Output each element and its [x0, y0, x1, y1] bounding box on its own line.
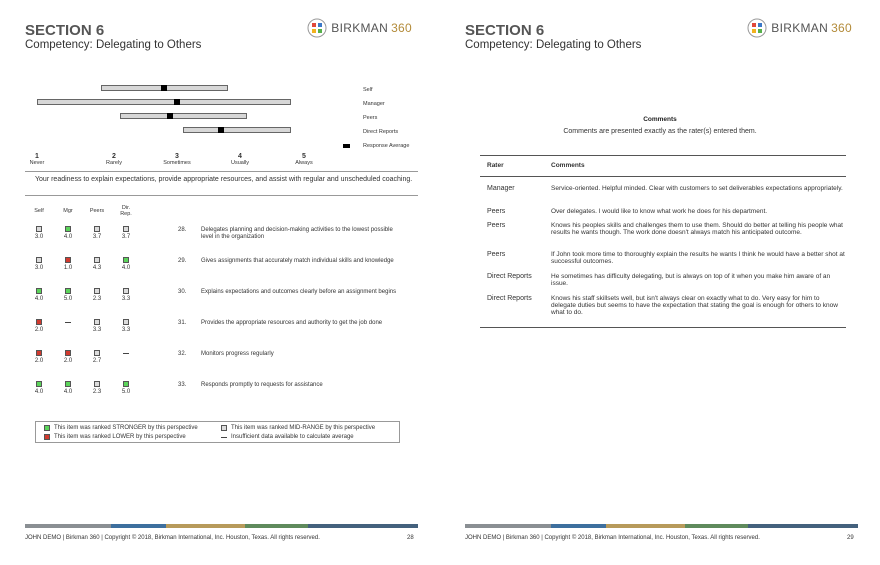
- chart-row-label: Peers: [363, 115, 378, 121]
- score-value: 4.0: [34, 389, 44, 395]
- midrange-square: [123, 319, 129, 325]
- lower-square: [65, 257, 71, 263]
- legend-lower: This item was ranked LOWER by this perspective: [44, 434, 186, 440]
- score-value: 1.0: [63, 265, 73, 271]
- comment-rater: Peers: [487, 251, 506, 258]
- midrange-square: [94, 257, 100, 263]
- item-statement: Provides the appropriate resources and authority to get the job done: [201, 320, 383, 326]
- midrange-square: [94, 350, 100, 356]
- col-header-peers: Peers: [89, 208, 105, 214]
- scale-tick: 2 Rarely: [106, 153, 122, 166]
- comments-title: Comments: [643, 116, 677, 123]
- table-header-comments: Comments: [551, 162, 585, 169]
- logo-wordmark: BIRKMAN 360: [331, 21, 412, 35]
- red-square-icon: [44, 434, 50, 440]
- score-value: 3.7: [121, 234, 131, 240]
- score-value: 5.0: [121, 389, 131, 395]
- page-number: 28: [407, 535, 414, 541]
- score-value: 3.3: [92, 327, 102, 333]
- score-value: 2.0: [34, 327, 44, 333]
- stronger-square: [123, 257, 129, 263]
- comment-text: He sometimes has difficulty delegating, but is always on top of it when you make him aware of an issue.: [551, 273, 831, 287]
- score-value: 4.0: [63, 389, 73, 395]
- comment-rater: Manager: [487, 185, 515, 192]
- insufficient-data-dash: [123, 353, 129, 354]
- stronger-square: [65, 381, 71, 387]
- gray-square-icon: [221, 425, 227, 431]
- legend-stronger: This item was ranked STRONGER by this perspective: [44, 425, 198, 431]
- item-number: 32.: [178, 351, 187, 357]
- score-value: 4.0: [34, 296, 44, 302]
- score-value: 4.0: [63, 234, 73, 240]
- stronger-square: [36, 288, 42, 294]
- report-page-29: [440, 0, 880, 565]
- score-value: 2.0: [34, 358, 44, 364]
- comment-text: If John took more time to thoroughly explain the results he wants I think he would have a better shot at successful outcomes.: [551, 251, 845, 265]
- item-number: 29.: [178, 258, 187, 264]
- lower-square: [36, 350, 42, 356]
- midrange-square: [94, 319, 100, 325]
- divider: [25, 171, 418, 172]
- midrange-square: [36, 226, 42, 232]
- table-bottom-rule: [480, 327, 846, 328]
- score-value: 3.3: [121, 327, 131, 333]
- comment-rater: Direct Reports: [487, 273, 532, 280]
- table-header-rater: Rater: [487, 162, 504, 169]
- chart-row-label: Self: [363, 87, 373, 93]
- response-average-marker: [343, 144, 350, 148]
- birkman-logo: [747, 18, 852, 38]
- comment-text: Over delegates. I would like to know what work he does for his department.: [551, 208, 768, 215]
- legend-insufficient: Insufficient data available to calculate average: [221, 434, 354, 440]
- range-bar: [183, 127, 291, 133]
- score-value: 5.0: [63, 296, 73, 302]
- midrange-square: [94, 288, 100, 294]
- average-marker: [174, 99, 180, 105]
- section-heading: SECTION 6: [465, 22, 545, 39]
- score-value: 2.0: [63, 358, 73, 364]
- item-number: 30.: [178, 289, 187, 295]
- average-marker: [161, 85, 167, 91]
- lower-square: [36, 319, 42, 325]
- scale-tick: 1 Never: [29, 153, 45, 166]
- section-heading: SECTION 6: [25, 22, 105, 39]
- item-number: 31.: [178, 320, 187, 326]
- item-statement: Delegates planning and decision-making activities to the lowest possible level in the organization: [201, 227, 393, 240]
- score-value: 4.3: [92, 265, 102, 271]
- chart-row-label: Manager: [363, 101, 385, 107]
- scale-tick: 3 Sometimes: [163, 153, 191, 166]
- item-statement: Responds promptly to requests for assistance: [201, 382, 323, 388]
- comment-rater: Peers: [487, 208, 506, 215]
- footer-copyright: JOHN DEMO | Birkman 360 | Copyright © 2018, Birkman International, Inc. Houston, Texas. All rights reserved.: [25, 535, 320, 541]
- item-statement: Explains expectations and outcomes clearly before an assignment begins: [201, 289, 397, 295]
- midrange-square: [94, 381, 100, 387]
- score-value: 4.0: [121, 265, 131, 271]
- score-value: 3.7: [92, 234, 102, 240]
- footer-color-bar: [465, 524, 858, 528]
- footer-copyright: JOHN DEMO | Birkman 360 | Copyright © 2018, Birkman International, Inc. Houston, Texas. All rights reserved.: [465, 535, 760, 541]
- competency-subtitle: Competency: Delegating to Others: [25, 39, 202, 51]
- page-number: 29: [847, 535, 854, 541]
- insufficient-data-dash: [65, 322, 71, 323]
- score-value: 3.0: [34, 265, 44, 271]
- response-average-label: Response Average: [363, 143, 410, 149]
- table-top-rule: [480, 155, 846, 156]
- table-header-rule: [480, 176, 846, 177]
- competency-description: Your readiness to explain expectations, provide appropriate resources, and assist with regular and unscheduled coaching.: [35, 176, 413, 183]
- legend-mid: This item was ranked MID-RANGE by this perspective: [221, 425, 375, 431]
- score-value: 2.7: [92, 358, 102, 364]
- stronger-square: [65, 288, 71, 294]
- midrange-square: [94, 226, 100, 232]
- comment-text: Knows his staff skillsets well, but isn't always clear on exactly what to do. Very easy for him to delegate duties but seems to have the expectation that stating the goal is enough for others to know what to do.: [551, 295, 838, 316]
- score-value: 2.3: [92, 296, 102, 302]
- range-bar: [120, 113, 247, 119]
- col-header-self: Self: [34, 208, 44, 214]
- footer-color-bar: [25, 524, 418, 528]
- average-marker: [167, 113, 173, 119]
- item-number: 33.: [178, 382, 187, 388]
- midrange-square: [123, 226, 129, 232]
- item-statement: Monitors progress regularly: [201, 351, 274, 357]
- comment-rater: Peers: [487, 222, 506, 229]
- comment-rater: Direct Reports: [487, 295, 532, 302]
- green-square-icon: [44, 425, 50, 431]
- birkman-logo: [307, 18, 412, 38]
- midrange-square: [36, 257, 42, 263]
- average-marker: [218, 127, 224, 133]
- lower-square: [65, 350, 71, 356]
- birkman-logo-icon: [307, 18, 327, 38]
- score-value: 2.3: [92, 389, 102, 395]
- stronger-square: [65, 226, 71, 232]
- item-statement: Gives assignments that accurately match individual skills and knowledge: [201, 258, 394, 264]
- score-value: 3.0: [34, 234, 44, 240]
- midrange-square: [123, 288, 129, 294]
- stronger-square: [36, 381, 42, 387]
- scale-tick: 4 Usually: [230, 153, 250, 166]
- birkman-logo-icon: [747, 18, 767, 38]
- legend-box: [35, 421, 400, 443]
- competency-subtitle: Competency: Delegating to Others: [465, 39, 642, 51]
- col-header-manager: Mgr: [63, 208, 73, 214]
- divider: [25, 195, 418, 196]
- score-value: 3.3: [121, 296, 131, 302]
- range-bar: [37, 99, 291, 105]
- comment-text: Knows his peoples skills and challenges them to use them. Should do better at telling his people what results he wants though. The work done doesn't always match his anticipated outcome.: [551, 222, 843, 236]
- item-number: 28.: [178, 227, 187, 233]
- stronger-square: [123, 381, 129, 387]
- scale-tick: 5 Always: [295, 153, 313, 166]
- comment-text: Service-oriented. Helpful minded. Clear with customers to set deliverables expectations appropriately.: [551, 185, 843, 192]
- dash-icon: [221, 437, 227, 438]
- chart-row-label: Direct Reports: [363, 129, 399, 135]
- logo-wordmark: BIRKMAN 360: [771, 21, 852, 35]
- comments-note: Comments are presented exactly as the rater(s) entered them.: [563, 128, 757, 135]
- col-header-direct-reports: Dir. Rep.: [120, 205, 132, 217]
